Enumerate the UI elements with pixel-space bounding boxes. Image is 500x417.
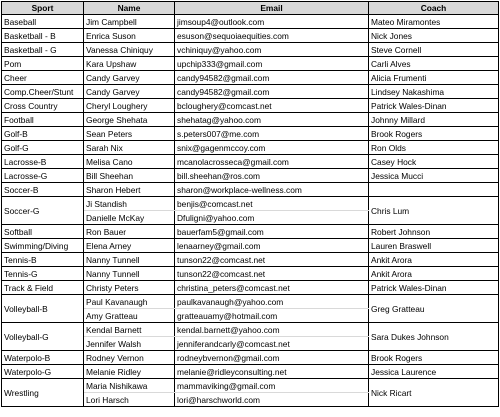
name-cell: Jim Campbell [84,15,175,29]
name-cell: Nanny Tunnell [84,253,175,267]
name-cell: Bill Sheehan [84,169,175,183]
name-cell: Elena Arney [84,239,175,253]
sport-cell: Soccer-G [2,197,84,225]
email-cell: mammaviking@gmail.com [175,379,369,393]
coach-cell: Ankit Arora [369,253,499,267]
name-cell: Kendal Barnett [84,323,175,337]
email-cell: rodneybvernon@gmail.com [175,351,369,365]
name-cell: Melisa Cano [84,155,175,169]
coach-cell: Steve Cornell [369,43,499,57]
email-cell: jimsoup4@outlook.com [175,15,369,29]
name-cell: George Shehata [84,113,175,127]
table-row [2,365,499,379]
coach-cell: Ron Olds [369,141,499,155]
table-row [2,155,499,169]
email-cell: paulkavanaugh@yahoo.com [175,295,369,309]
table-row [2,351,499,365]
sport-cell: Golf-G [2,141,84,155]
coach-cell: Lauren Braswell [369,239,499,253]
sport-cell: Waterpolo-B [2,351,84,365]
sport-cell: Basketball - B [2,29,84,43]
table-row [2,225,499,239]
table-row [2,141,499,155]
name-cell: Ji Standish [84,197,175,211]
coach-cell: Mateo Miramontes [369,15,499,29]
coach-cell: Nick Ricart [369,379,499,407]
email-cell: upchip333@gmail.com [175,57,369,71]
email-cell: s.peters007@me.com [175,127,369,141]
coach-cell: Brook Rogers [369,127,499,141]
sport-cell: Lacrosse-B [2,155,84,169]
sport-cell: Wrestling [2,379,84,407]
header-coach: Coach [369,2,499,15]
coach-cell: Jessica Mucci [369,169,499,183]
sport-cell: Baseball [2,15,84,29]
name-cell: Nanny Tunnell [84,267,175,281]
sport-cell: Golf-B [2,127,84,141]
coach-cell: Lindsey Nakashima [369,85,499,99]
sport-cell: Volleyball-G [2,323,84,351]
sport-cell: Lacrosse-G [2,169,84,183]
table-row [2,127,499,141]
table-row [2,57,499,71]
name-cell: Rodney Vernon [84,351,175,365]
table-row [2,43,499,57]
coach-cell: Alicia Frumenti [369,71,499,85]
name-cell: Paul Kavanaugh [84,295,175,309]
sport-cell: Comp.Cheer/Stunt [2,85,84,99]
table-row [2,71,499,85]
sport-cell: Cross Country [2,99,84,113]
name-cell: Kara Upshaw [84,57,175,71]
coach-cell: Ankit Arora [369,267,499,281]
name-cell: Melanie Ridley [84,365,175,379]
email-cell: jenniferandcarly@comcast.net [175,337,369,351]
header-email: Email [175,2,369,15]
name-cell: Maria Nishikawa [84,379,175,393]
email-cell: esuson@sequoiaequities.com [175,29,369,43]
email-cell: mcanolacrosseca@gmail.com [175,155,369,169]
table-row [2,99,499,113]
email-cell: kendal.barnett@yahoo.com [175,323,369,337]
name-cell: Candy Garvey [84,85,175,99]
sport-cell: Cheer [2,71,84,85]
email-cell: lenaarney@gmail.com [175,239,369,253]
sport-cell: Volleyball-B [2,295,84,323]
table-row [2,183,499,197]
email-cell: tunson22@comcast.net [175,253,369,267]
coach-cell: Casey Hock [369,155,499,169]
email-cell: lori@harschworld.com [175,393,369,407]
email-cell: bauerfam5@gmail.com [175,225,369,239]
table-row [2,85,499,99]
email-cell: bill.sheehan@ros.com [175,169,369,183]
name-cell: Jennifer Walsh [84,337,175,351]
email-cell: vchiniquy@yahoo.com [175,43,369,57]
email-cell: Dfuligni@yahoo.com [175,211,369,225]
sport-cell: Football [2,113,84,127]
email-cell: tunson22@comcast.net [175,267,369,281]
table-row [2,253,499,267]
coach-cell: Jessica Laurence [369,365,499,379]
email-cell: sharon@workplace-wellness.com [175,183,369,197]
email-cell: bcloughery@comcast.net [175,99,369,113]
coach-cell: Brook Rogers [369,351,499,365]
table-row [2,239,499,253]
name-cell: Enrica Suson [84,29,175,43]
sport-cell: Tennis-B [2,253,84,267]
header-name: Name [84,2,175,15]
coach-cell: Chris Lum [369,197,499,225]
email-cell: candy94582@gmail.com [175,85,369,99]
sport-cell: Basketball - G [2,43,84,57]
table-row [2,281,499,295]
table-row [2,113,499,127]
name-cell: Ron Bauer [84,225,175,239]
table-row [2,379,499,393]
name-cell: Sarah Nix [84,141,175,155]
table-row [2,295,499,309]
coach-cell [369,183,499,197]
name-cell: Lori Harsch [84,393,175,407]
coach-cell: Robert Johnson [369,225,499,239]
name-cell: Vanessa Chiniquy [84,43,175,57]
table-row [2,15,499,29]
email-cell: candy94582@gmail.com [175,71,369,85]
email-cell: gratteauamy@hotmail.com [175,309,369,323]
name-cell: Cheryl Loughery [84,99,175,113]
sport-cell: Waterpolo-G [2,365,84,379]
coach-cell: Nick Jones [369,29,499,43]
sport-cell: Tennis-G [2,267,84,281]
header-row [2,2,499,15]
sport-cell: Soccer-B [2,183,84,197]
table-row [2,169,499,183]
email-cell: christina_peters@comcast.net [175,281,369,295]
name-cell: Christy Peters [84,281,175,295]
table-row [2,197,499,211]
sport-cell: Track & Field [2,281,84,295]
name-cell: Amy Gratteau [84,309,175,323]
name-cell: Candy Garvey [84,71,175,85]
contacts-table [1,1,499,407]
coach-cell: Patrick Wales-Dinan [369,281,499,295]
email-cell: snix@gagenmccoy.com [175,141,369,155]
email-cell: shehatag@yahoo.com [175,113,369,127]
table-row [2,29,499,43]
name-cell: Sharon Hebert [84,183,175,197]
coach-cell: Carli Alves [369,57,499,71]
coach-cell: Patrick Wales-Dinan [369,99,499,113]
email-cell: benjis@comcast.net [175,197,369,211]
sport-cell: Softball [2,225,84,239]
coach-cell: Sara Dukes Johnson [369,323,499,351]
table-row [2,323,499,337]
email-cell: melanie@ridleyconsulting.net [175,365,369,379]
coach-cell: Greg Gratteau [369,295,499,323]
name-cell: Danielle McKay [84,211,175,225]
header-sport: Sport [2,2,84,15]
name-cell: Sean Peters [84,127,175,141]
sport-cell: Pom [2,57,84,71]
coach-cell: Johnny Millard [369,113,499,127]
sport-cell: Swimming/Diving [2,239,84,253]
table-row [2,267,499,281]
